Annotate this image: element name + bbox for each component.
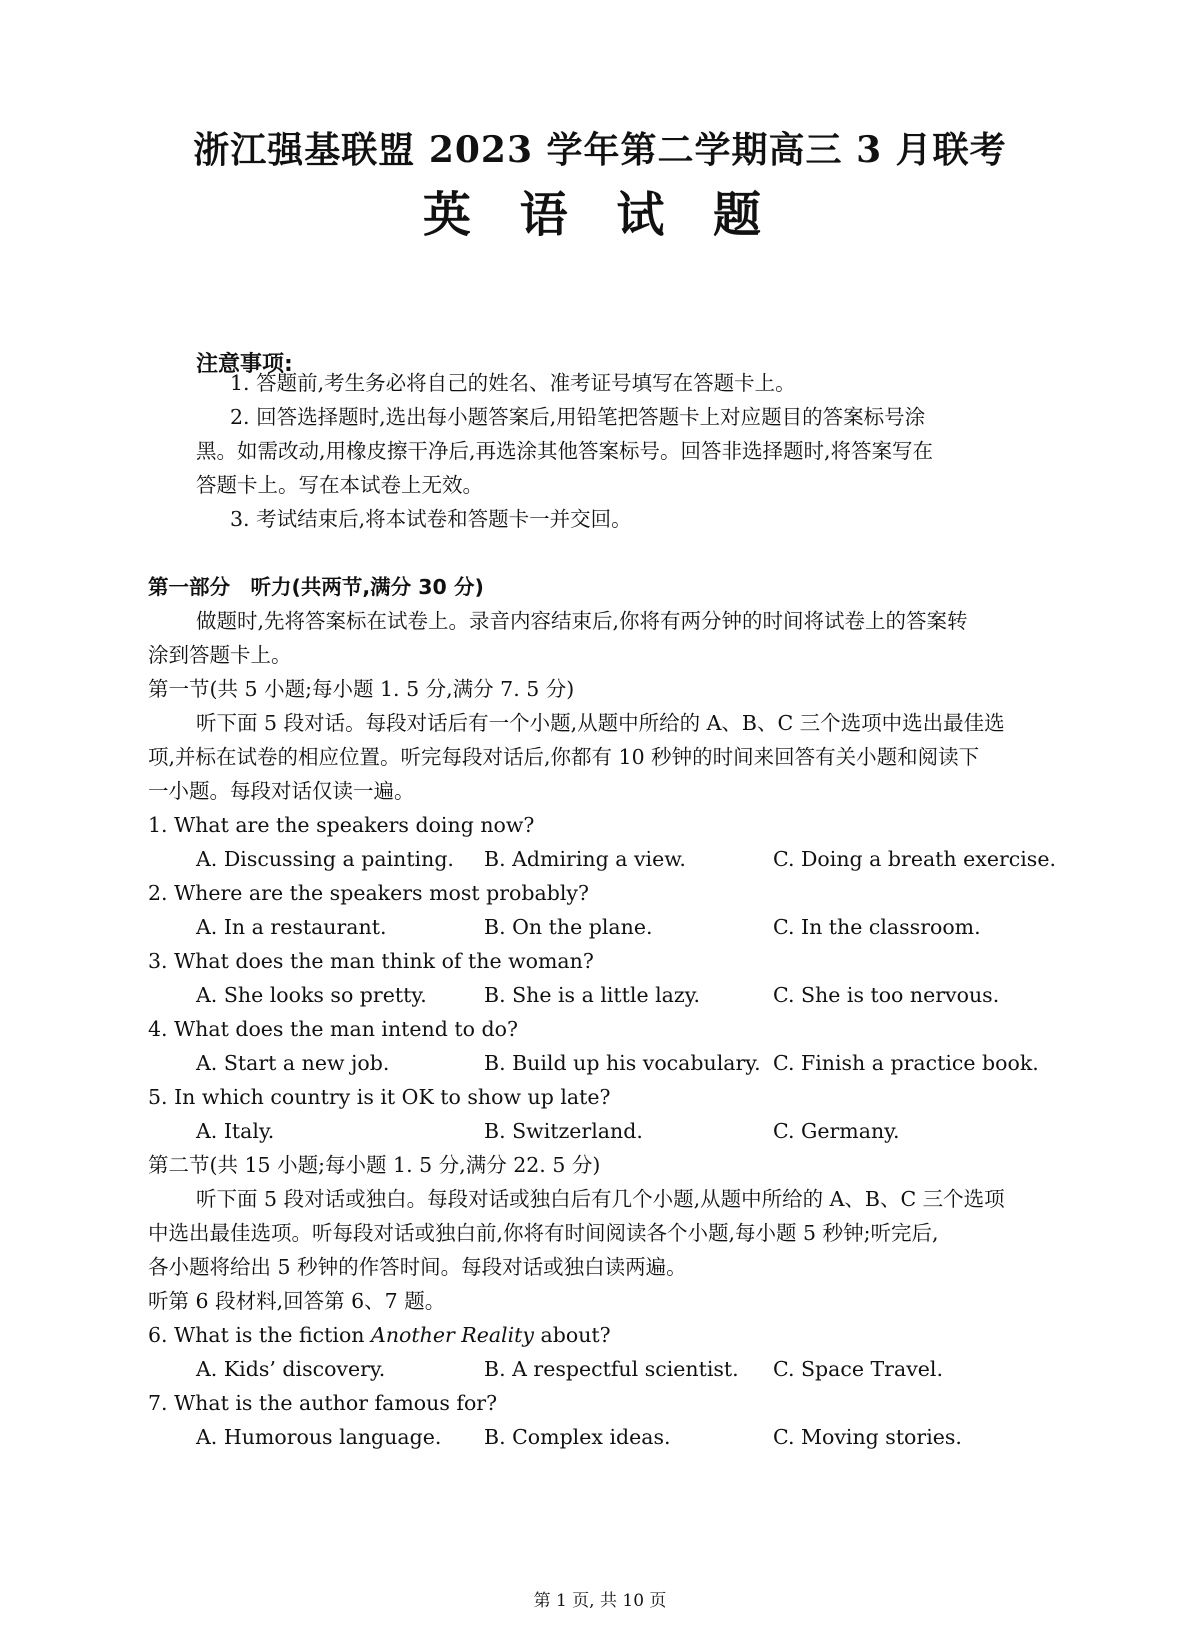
- question-2: 2. Where are the speakers most probably?: [148, 881, 589, 905]
- part1-intro-line: 涂到答题卡上。: [148, 643, 292, 667]
- notes-line: 答题卡上。写在本试卷上无效。: [196, 473, 483, 497]
- option-a: A. In a restaurant.: [196, 915, 387, 939]
- option-b: B. Switzerland.: [484, 1119, 643, 1143]
- option-c: C. In the classroom.: [773, 915, 981, 939]
- option-a: A. Discussing a painting.: [196, 847, 454, 871]
- page-number: 第 1 页, 共 10 页: [533, 1591, 667, 1611]
- section1-intro-line: 一小题。每段对话仅读一遍。: [148, 779, 415, 803]
- option-a: A. She looks so pretty.: [196, 983, 427, 1007]
- section2-intro-line: 中选出最佳选项。听每段对话或独白前,你将有时间阅读各个小题,每小题 5 秒钟;听完后,: [148, 1221, 939, 1245]
- exam-title: 浙江强基联盟 2023 学年第二学期高三 3 月联考: [193, 129, 1007, 171]
- option-a: A. Kids’ discovery.: [196, 1357, 386, 1381]
- section2-heading: 第二节(共 15 小题;每小题 1. 5 分,满分 22. 5 分): [148, 1153, 601, 1177]
- notes-line: 2. 回答选择题时,选出每小题答案后,用铅笔把答题卡上对应题目的答案标号涂: [230, 405, 926, 429]
- notes-line: 1. 答题前,考生务必将自己的姓名、准考证号填写在答题卡上。: [230, 371, 796, 395]
- question-text: about?: [534, 1323, 611, 1347]
- option-c: C. She is too nervous.: [773, 983, 1000, 1007]
- option-c: C. Space Travel.: [773, 1357, 943, 1381]
- fiction-title: Another Reality: [371, 1323, 534, 1347]
- option-c: C. Finish a practice book.: [773, 1051, 1039, 1075]
- option-b: B. On the plane.: [484, 915, 653, 939]
- section1-intro-line: 听下面 5 段对话。每段对话后有一个小题,从题中所给的 A、B、C 三个选项中选出最佳选: [196, 711, 1005, 735]
- section1-heading: 第一节(共 5 小题;每小题 1. 5 分,满分 7. 5 分): [148, 677, 575, 701]
- option-b: B. A respectful scientist.: [484, 1357, 739, 1381]
- section2-intro-line: 各小题将给出 5 秒钟的作答时间。每段对话或独白读两遍。: [148, 1255, 687, 1279]
- option-c: C. Germany.: [773, 1119, 900, 1143]
- option-a: A. Humorous language.: [196, 1425, 442, 1449]
- option-b: B. Admiring a view.: [484, 847, 686, 871]
- question-text: 6. What is the fiction: [148, 1323, 372, 1347]
- question-1: 1. What are the speakers doing now?: [148, 813, 535, 837]
- option-b: B. She is a little lazy.: [484, 983, 701, 1007]
- question-3: 3. What does the man think of the woman?: [148, 949, 594, 973]
- notes-line: 3. 考试结束后,将本试卷和答题卡一并交回。: [230, 507, 632, 531]
- option-b: B. Build up his vocabulary.: [484, 1051, 761, 1075]
- option-c: C. Doing a breath exercise.: [773, 847, 1056, 871]
- question-6: [148, 1318, 611, 1352]
- option-a: A. Italy.: [196, 1119, 275, 1143]
- notes-line: 黑。如需改动,用橡皮擦干净后,再选涂其他答案标号。回答非选择题时,将答案写在: [196, 439, 934, 463]
- material-note: 听第 6 段材料,回答第 6、7 题。: [148, 1289, 446, 1313]
- notes-heading: 注意事项:: [196, 352, 293, 377]
- question-7: 7. What is the author famous for?: [148, 1391, 498, 1415]
- option-c: C. Moving stories.: [773, 1425, 962, 1449]
- section2-intro-line: 听下面 5 段对话或独白。每段对话或独白后有几个小题,从题中所给的 A、B、C 三个选项: [196, 1187, 1005, 1211]
- question-5: 5. In which country is it OK to show up late?: [148, 1085, 611, 1109]
- exam-subject-title: 英 语 试 题: [422, 187, 778, 243]
- question-4: 4. What does the man intend to do?: [148, 1017, 518, 1041]
- option-a: A. Start a new job.: [196, 1051, 390, 1075]
- option-b: B. Complex ideas.: [484, 1425, 671, 1449]
- part1-intro-line: 做题时,先将答案标在试卷上。录音内容结束后,你将有两分钟的时间将试卷上的答案转: [196, 609, 968, 633]
- part1-heading: 第一部分 听力(共两节,满分 30 分): [148, 575, 484, 599]
- section1-intro-line: 项,并标在试卷的相应位置。听完每段对话后,你都有 10 秒钟的时间来回答有关小题和阅读下: [148, 745, 980, 769]
